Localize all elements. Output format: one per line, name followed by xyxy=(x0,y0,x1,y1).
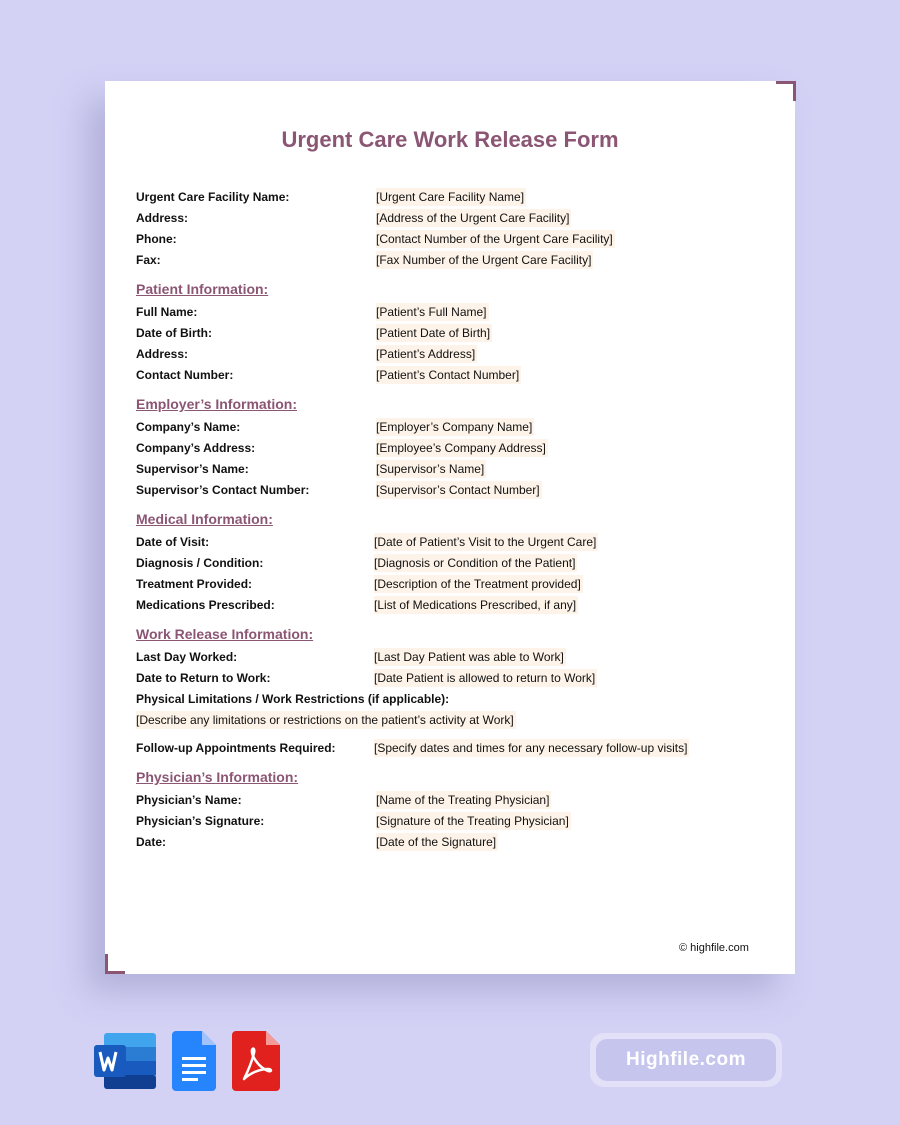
field-value[interactable]: [List of Medications Prescribed, if any] xyxy=(374,598,577,612)
field-value[interactable]: [Patient’s Contact Number] xyxy=(376,368,520,382)
field-label: Physician’s Name: xyxy=(136,793,242,807)
corner-decoration xyxy=(776,81,796,101)
section-heading-employer: Employer’s Information: xyxy=(136,396,298,412)
field-value[interactable]: [Patient’s Address] xyxy=(376,347,476,361)
field-value[interactable]: [Specify dates and times for any necessary follow-up visits] xyxy=(374,741,688,755)
field-label: Date of Visit: xyxy=(136,535,210,549)
field-value[interactable]: [Diagnosis or Condition of the Patient] xyxy=(374,556,576,570)
field-label: Contact Number: xyxy=(136,368,234,382)
field-value[interactable]: [Employer’s Company Name] xyxy=(376,420,533,434)
field-value[interactable]: [Contact Number of the Urgent Care Facility] xyxy=(376,232,613,246)
limitations-value[interactable]: [Describe any limitations or restrictions on the patient’s activity at Work] xyxy=(136,713,514,727)
field-label: Date of Birth: xyxy=(136,326,212,340)
google-docs-icon[interactable] xyxy=(172,1031,216,1091)
field-label: Diagnosis / Condition: xyxy=(136,556,264,570)
field-label: Follow-up Appointments Required: xyxy=(136,741,336,755)
section-heading-work-release: Work Release Information: xyxy=(136,626,314,642)
field-value[interactable]: [Supervisor’s Name] xyxy=(376,462,485,476)
field-label: Date to Return to Work: xyxy=(136,671,271,685)
field-label: Medications Prescribed: xyxy=(136,598,275,612)
field-value[interactable]: [Last Day Patient was able to Work] xyxy=(374,650,564,664)
field-value[interactable]: [Date Patient is allowed to return to Work] xyxy=(374,671,596,685)
field-value[interactable]: [Employee’s Company Address] xyxy=(376,441,546,455)
field-label: Supervisor’s Contact Number: xyxy=(136,483,310,497)
field-value[interactable]: [Fax Number of the Urgent Care Facility] xyxy=(376,253,592,267)
field-value[interactable]: [Signature of the Treating Physician] xyxy=(376,814,569,828)
field-label: Supervisor’s Name: xyxy=(136,462,249,476)
word-icon[interactable] xyxy=(94,1031,158,1091)
field-label: Treatment Provided: xyxy=(136,577,253,591)
field-value[interactable]: [Name of the Treating Physician] xyxy=(376,793,550,807)
field-label: Date: xyxy=(136,835,167,849)
field-value[interactable]: [Urgent Care Facility Name] xyxy=(376,190,525,204)
field-value[interactable]: [Address of the Urgent Care Facility] xyxy=(376,211,570,225)
field-label: Full Name: xyxy=(136,305,198,319)
field-value[interactable]: [Date of Patient’s Visit to the Urgent Care] xyxy=(374,535,597,549)
copyright-text: © highfile.com xyxy=(679,942,749,954)
field-label: Phone: xyxy=(136,232,177,246)
page-title: Urgent Care Work Release Form xyxy=(281,127,619,152)
section-heading-physician: Physician’s Information: xyxy=(136,769,299,785)
field-label: Last Day Worked: xyxy=(136,650,238,664)
field-label: Physician’s Signature: xyxy=(136,814,265,828)
field-label: Address: xyxy=(136,347,189,361)
field-value[interactable]: [Date of the Signature] xyxy=(376,835,497,849)
brand-badge[interactable] xyxy=(590,1033,782,1087)
field-label: Company’s Name: xyxy=(136,420,241,434)
pdf-icon[interactable] xyxy=(232,1031,280,1091)
brand-label: Highfile.com xyxy=(596,1039,776,1081)
field-value[interactable]: [Description of the Treatment provided] xyxy=(374,577,581,591)
section-heading-patient: Patient Information: xyxy=(136,281,269,297)
section-heading-medical: Medical Information: xyxy=(136,511,273,527)
field-label: Fax: xyxy=(136,253,161,267)
field-label: Urgent Care Facility Name: xyxy=(136,190,290,204)
limitations-label: Physical Limitations / Work Restrictions (if applicable): xyxy=(136,692,450,706)
corner-decoration xyxy=(105,954,125,974)
field-value[interactable]: [Patient Date of Birth] xyxy=(376,326,491,340)
field-label: Address: xyxy=(136,211,189,225)
field-label: Company’s Address: xyxy=(136,441,256,455)
field-value[interactable]: [Patient’s Full Name] xyxy=(376,305,487,319)
field-value[interactable]: [Supervisor’s Contact Number] xyxy=(376,483,540,497)
